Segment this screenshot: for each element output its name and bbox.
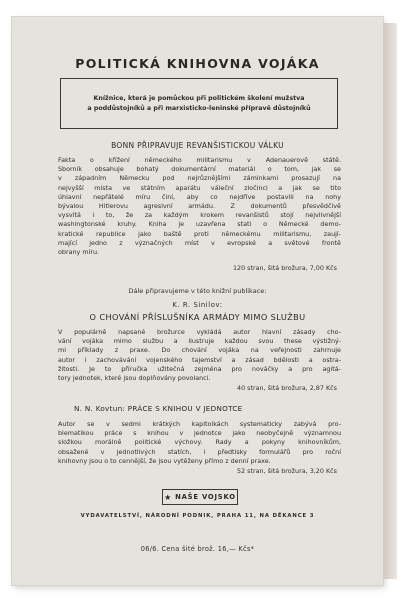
- book3-line: blematikou práce s knihou v jednotce jako neobyčejně významnou: [58, 429, 341, 438]
- book3-line: knihovny jsou o to cennější, že jsou vytěženy přímo z denní praxe.: [58, 456, 271, 465]
- book2-line: autor i zachovávání vojenského tajemství a zásad bdělosti a ostra-: [58, 355, 341, 364]
- publisher-logo: [162, 489, 238, 505]
- book2-details: 40 stran, šitá brožura, 2,87 Kčs: [237, 384, 337, 392]
- publisher-logo-text: NAŠE VOJSKO: [175, 493, 236, 501]
- book3-heading: N. N. Kovtun: PRÁCE S KNIHOU V JEDNOTCE: [74, 404, 243, 413]
- book1-line: obrany míru.: [58, 248, 100, 257]
- book3-line: složkou morálně politické výchovy. Rady a pokyny knihovníkům,: [58, 438, 341, 447]
- star-icon: ★: [164, 492, 173, 502]
- book1-line: bývalou Hitlerovu agresivní armádu. Z dokumentů přesvědčivě: [58, 202, 341, 211]
- book2-line: vání vojáka mimo službu a ilustruje každou svou these výstižný-: [58, 337, 341, 346]
- book1-line: Fakta o křížení německého militarismu v Adenauerově státě.: [58, 156, 341, 164]
- book2-line: tory jednotek, které jsou doplňovány povolanci.: [58, 374, 211, 383]
- book1-line: vysvítá i to, že za každým krokem revanšistů stojí nejvlivnější: [58, 211, 341, 220]
- upcoming-intro: Dále připravujeme v této knižní publikace:: [128, 287, 267, 295]
- book3-line: obsažené v jednotlivých statích, i předtisky formulářů pro roční: [58, 447, 341, 456]
- book1-line: v západním Německu pod nejrůznějšími záminkami prosazují na: [58, 174, 341, 183]
- book-back-cover: [12, 17, 383, 585]
- book1-line: washingtonské kruhy. Kniha je uzavřena stati o Německé demo-: [58, 220, 341, 229]
- book2-line: mi příklady z praxe. Do chování vojáka na veřejnosti zahrnuje: [58, 346, 341, 355]
- book3-description: [58, 420, 341, 466]
- publisher-address: VYDAVATELSTVÍ, NÁRODNÍ PODNIK, PRAHA 11, NA DĚKANCE 3: [80, 513, 315, 519]
- book1-title: BONN PŘIPRAVUJE REVANŠISTICKOU VÁLKU: [111, 141, 284, 150]
- book2-title: O CHOVÁNÍ PŘÍSLUŠNÍKA ARMÁDY MIMO SLUŽBU: [89, 312, 306, 322]
- book2-description: [58, 328, 341, 383]
- book1-details: 120 stran, šitá brožura, 7,00 Kčs: [232, 264, 337, 272]
- series-description-box: [60, 78, 338, 129]
- series-description-line: a poddůstojníků a při marxisticko-leninské přípravě důstojníků: [87, 104, 311, 112]
- book1-line: úhlavní nepřátelé míru činí, aby co nejdříve postavili na nohy: [58, 192, 341, 201]
- series-title: POLITICKÁ KNIHOVNA VOJÁKA: [75, 56, 320, 71]
- book2-line: V populárně napsané brožurce vykládá autor hlavní zásady cho-: [58, 328, 341, 336]
- book2-line: žitosti. Je to příručka užitečná zejména pro nováčky a pro agitá-: [58, 364, 341, 373]
- book1-line: mající jedno z význačných míst v evropské a světové frontě: [58, 238, 341, 247]
- book1-line: kratické republice jako baště proti německému militarismu, zaují-: [58, 229, 341, 238]
- price-line: 06/6. Cena šité brož. 16,— Kčs*: [140, 545, 255, 553]
- series-description-line: Knížnice, která je pomůckou při politickém školení mužstva: [93, 94, 305, 102]
- book3-details: 52 stran, šitá brožura, 3,20 Kčs: [237, 467, 337, 475]
- book1-line: Sborník obsahuje bohatý dokumentární materiál o tom, jak se: [58, 165, 341, 174]
- book1-line: nejvyšší místa ve státním aparátu váleční zločinci a jak se tito: [58, 183, 341, 192]
- book1-description: [58, 156, 341, 257]
- book3-line: Autor se v sedmi krátkých kapitolkách systematicky zabývá pro-: [58, 420, 341, 428]
- book2-author: K. R. Sinilov:: [172, 301, 223, 309]
